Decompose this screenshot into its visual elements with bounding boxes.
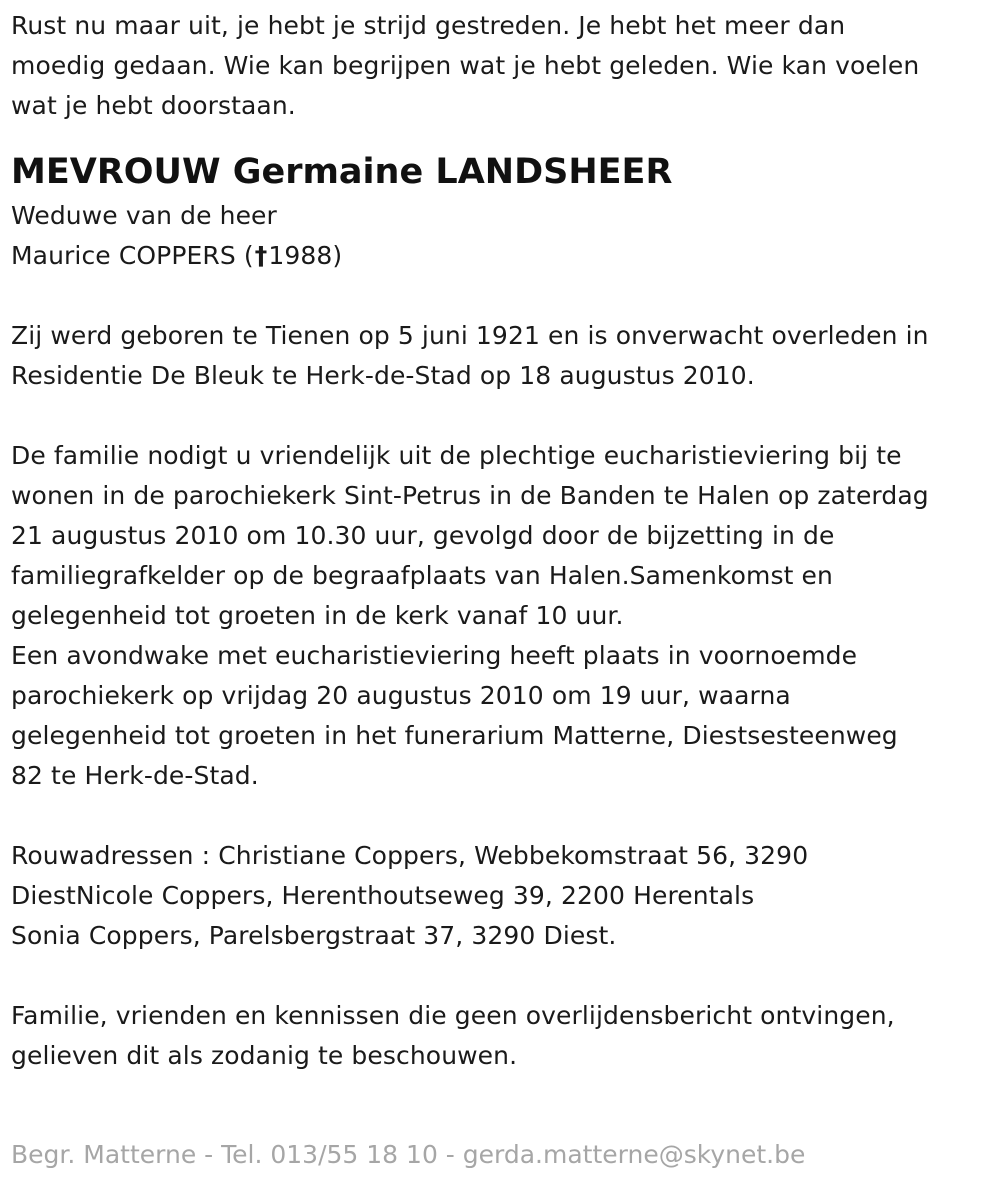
deceased-name: MEVROUW Germaine LANDSHEER <box>11 152 673 192</box>
ceremony-line: wonen in de parochiekerk Sint-Petrus in de Banden te Halen op zaterdag <box>11 481 929 510</box>
deceased-section <box>11 148 991 276</box>
ceremony-line: De familie nodigt u vriendelijk uit de plechtige eucharistieviering bij te <box>11 441 902 470</box>
ceremony-paragraph <box>11 436 991 796</box>
spouse-death-year: 1988) <box>268 241 343 270</box>
wake-line: 82 te Herk-de-Stad. <box>11 761 259 790</box>
birth-death-paragraph <box>11 316 991 396</box>
addresses-paragraph <box>11 836 991 956</box>
birth-death-line: Zij werd geboren te Tienen op 5 juni 1921 en is onverwacht overleden in <box>11 321 929 350</box>
notice-paragraph <box>11 996 991 1076</box>
wake-line: parochiekerk op vrijdag 20 augustus 2010 om 19 uur, waarna <box>11 681 791 710</box>
obituary-document <box>11 6 991 1076</box>
cross-icon: † <box>254 241 268 270</box>
spouse-line <box>11 236 991 276</box>
funeral-home-contact: Begr. Matterne - Tel. 013/55 18 10 - gerda.matterne@skynet.be <box>11 1140 806 1169</box>
ceremony-line: gelegenheid tot groeten in de kerk vanaf 10 uur. <box>11 601 624 630</box>
spouse-name: Maurice COPPERS ( <box>11 241 254 270</box>
birth-death-line: Residentie De Bleuk te Herk-de-Stad op 18 augustus 2010. <box>11 361 755 390</box>
verse-line: wat je hebt doorstaan. <box>11 91 296 120</box>
address-line: Rouwadressen : Christiane Coppers, Webbekomstraat 56, 3290 <box>11 841 809 870</box>
ceremony-line: familiegrafkelder op de begraafplaats van Halen.Samenkomst en <box>11 561 833 590</box>
verse-paragraph <box>11 6 991 126</box>
wake-line: gelegenheid tot groeten in het funerarium Matterne, Diestsesteenweg <box>11 721 898 750</box>
verse-line: moedig gedaan. Wie kan begrijpen wat je hebt geleden. Wie kan voelen <box>11 51 920 80</box>
relation-line: Weduwe van de heer <box>11 201 277 230</box>
notice-line: Familie, vrienden en kennissen die geen overlijdensbericht ontvingen, <box>11 1001 895 1030</box>
notice-line: gelieven dit als zodanig te beschouwen. <box>11 1041 518 1070</box>
address-line: DiestNicole Coppers, Herenthoutseweg 39, 2200 Herentals <box>11 881 755 910</box>
address-line: Sonia Coppers, Parelsbergstraat 37, 3290 Diest. <box>11 921 617 950</box>
ceremony-line: 21 augustus 2010 om 10.30 uur, gevolgd door de bijzetting in de <box>11 521 835 550</box>
verse-line: Rust nu maar uit, je hebt je strijd gestreden. Je hebt het meer dan <box>11 11 846 40</box>
wake-line: Een avondwake met eucharistieviering heeft plaats in voornoemde <box>11 641 858 670</box>
